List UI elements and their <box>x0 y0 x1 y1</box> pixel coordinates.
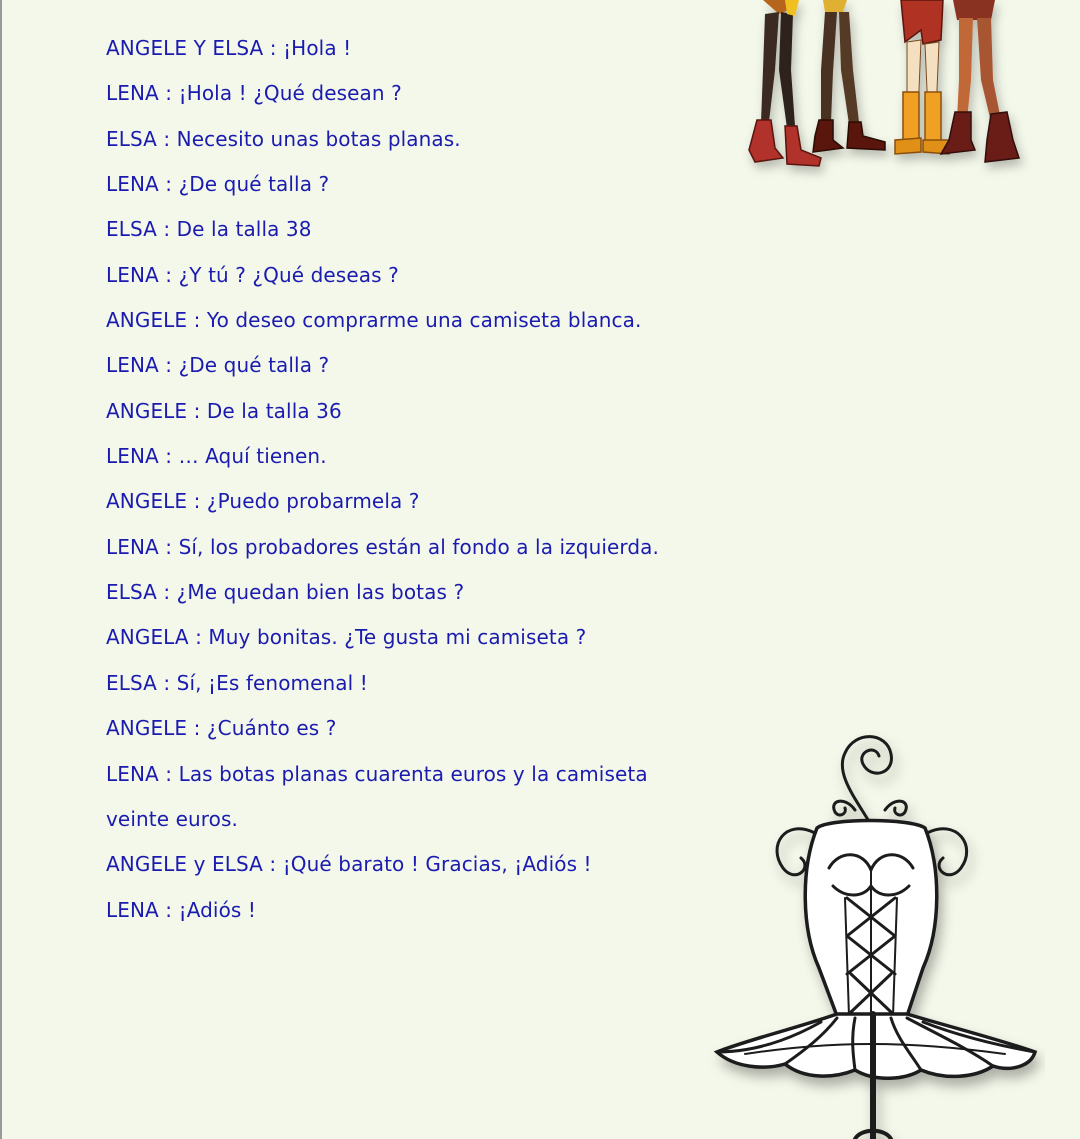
dialogue-line: LENA : ¡Hola ! ¿Qué desean ? <box>106 81 402 106</box>
dialogue-line: ELSA : De la talla 38 <box>106 217 312 242</box>
dialogue-line: ANGELE : ¿Puedo probarmela ? <box>106 489 420 514</box>
dialogue-line: ANGELE y ELSA : ¡Qué barato ! Gracias, ¡Adiós ! <box>106 852 592 877</box>
dialogue-line: ANGELE Y ELSA : ¡Hola ! <box>106 36 352 60</box>
dialogue-line: LENA : … Aquí tienen. <box>106 444 327 469</box>
dialogue-line: LENA : ¿De qué talla ? <box>106 353 330 378</box>
dialogue-line: ANGELA : Muy bonitas. ¿Te gusta mi camiseta ? <box>106 625 587 650</box>
page-edge <box>0 0 2 1139</box>
dialogue-line: LENA : Las botas planas cuarenta euros y la camiseta <box>106 761 648 786</box>
legs-illustration <box>735 0 1035 190</box>
dialogue-line: LENA : ¿Y tú ? ¿Qué deseas ? <box>106 262 399 287</box>
dialogue-line: LENA : Sí, los probadores están al fondo a la izquierda. <box>106 534 659 559</box>
dialogue-line: veinte euros. <box>106 806 238 831</box>
dialogue-line: ANGELE : Yo deseo comprarme una camiseta blanca. <box>106 308 642 333</box>
dialogue-line: ELSA : Sí, ¡Es fenomenal ! <box>106 670 368 695</box>
dialogue-line: ELSA : Necesito unas botas planas. <box>106 126 461 151</box>
dialogue-line: ELSA : ¿Me quedan bien las botas ? <box>106 580 465 605</box>
dialogue-list <box>106 26 706 933</box>
dialogue-line: LENA : ¡Adiós ! <box>106 897 257 922</box>
dialogue-line: LENA : ¿De qué talla ? <box>106 172 330 197</box>
dialogue-line: ANGELE : ¿Cuánto es ? <box>106 716 337 741</box>
dialogue-line: ANGELE : De la talla 36 <box>106 398 342 423</box>
dress-form-illustration <box>705 718 1045 1139</box>
